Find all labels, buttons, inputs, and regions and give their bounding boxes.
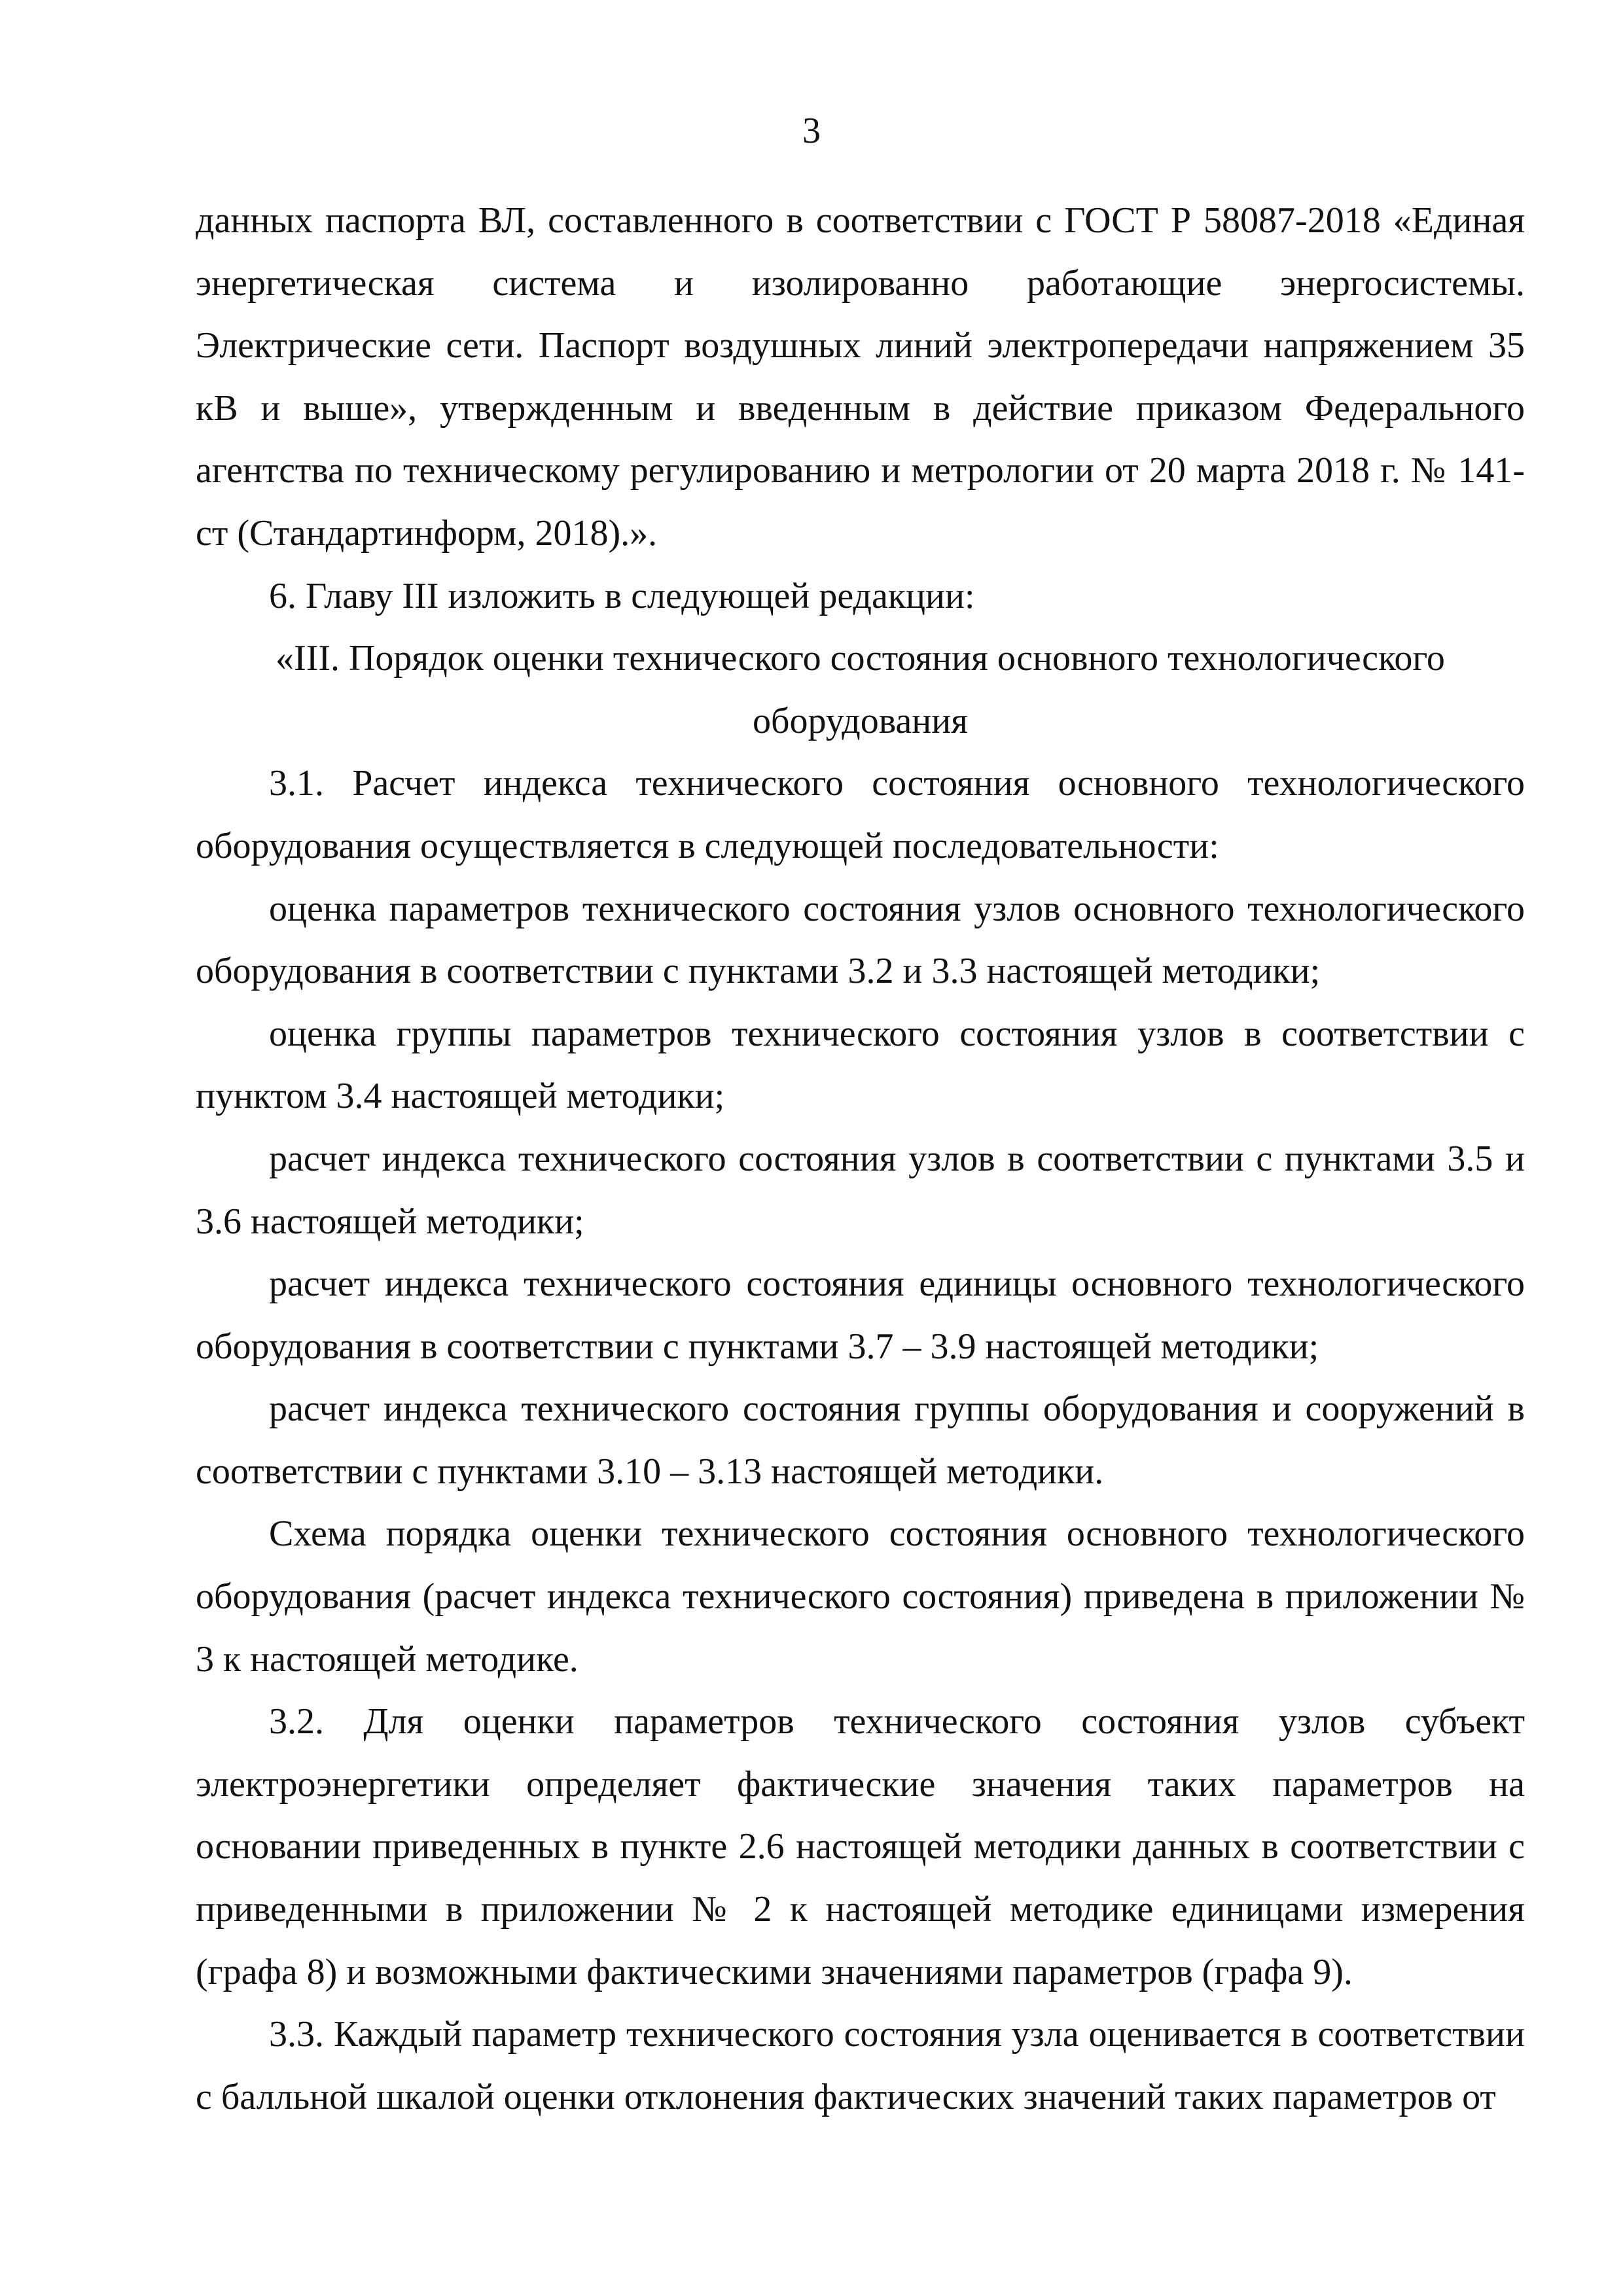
list-item-step-1: оценка параметров технического состояния узлов основного технологического оборудования в соответствии с пунктами 3.2 и 3.3 настоящей методики;: [196, 888, 1525, 992]
list-item-step-2: оценка группы параметров технического состояния узлов в соответствии с пунктом 3.4 настоящей методики;: [196, 1013, 1525, 1117]
paragraph-3-2: 3.2. Для оценки параметров технического состояния узлов субъект электроэнергетики определяет фактические значения таких параметров на основании приведенных в пункте 2.6 настоящей методики данных в соответствии с приведенными в приложении № 2 к настоящей методике единицами измерения (графа 8) и возможными фактическими значениями параметров (графа 9).: [196, 1701, 1525, 1992]
list-item-step-5: расчет индекса технического состояния группы оборудования и сооружений в соответствии с пунктами 3.10 – 3.13 настоящей методики.: [196, 1388, 1525, 1492]
list-item-step-4: расчет индекса технического состояния единицы основного технологического оборудования в соответствии с пунктами 3.7 – 3.9 настоящей методики;: [196, 1263, 1525, 1367]
paragraph-3-1: 3.1. Расчет индекса технического состояния основного технологического оборудования осуществляется в следующей последовательности:: [196, 763, 1525, 866]
paragraph-continuation: данных паспорта ВЛ, составленного в соответствии с ГОСТ Р 58087-2018 «Единая энергетическая система и изолированно работающие энергосистемы. Электрические сети. Паспорт воздушных линий электропередачи напряжением 35 кВ и выше», утвержденным и введенным в действие приказом Федерального агентства по техническому регулированию и метрологии от 20 марта 2018 г. № 141-ст (Стандартинформ, 2018).».: [196, 200, 1525, 554]
list-item-step-3: расчет индекса технического состояния узлов в соответствии с пунктами 3.5 и 3.6 настоящей методики;: [196, 1138, 1525, 1242]
paragraph-scheme-reference: Схема порядка оценки технического состояния основного технологического оборудования (расчет индекса технического состояния) приведена в приложении № 3 к настоящей методике.: [196, 1513, 1525, 1680]
section-heading-line-2: оборудования: [753, 700, 968, 741]
section-heading: [196, 627, 1525, 752]
section-heading-line-1: «III. Порядок оценки технического состояния основного технологического: [276, 638, 1445, 679]
paragraph-amendment-item: 6. Главу III изложить в следующей редакции:: [269, 575, 975, 616]
paragraph-3-3: 3.3. Каждый параметр технического состояния узла оценивается в соответствии с балльной шкалой оценки отклонения фактических значений таких параметров от: [196, 2014, 1525, 2117]
document-body: [196, 190, 1525, 2128]
page-number: 3: [802, 111, 821, 151]
